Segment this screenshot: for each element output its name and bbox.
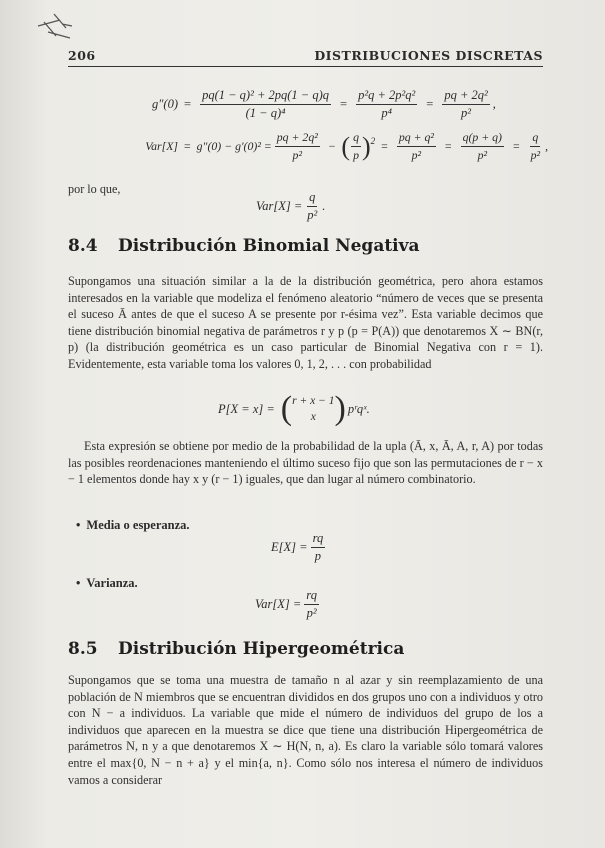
eq-lhs: g″(0) xyxy=(151,97,178,111)
bullet-media xyxy=(76,518,190,533)
section-heading-8-5 xyxy=(68,639,404,659)
denominator: p xyxy=(353,148,359,162)
denominator: p² xyxy=(411,148,422,162)
fraction xyxy=(304,588,319,621)
fraction xyxy=(356,88,417,121)
denominator: p² xyxy=(461,106,472,120)
eq-tail: , xyxy=(545,139,549,153)
denominator: p² xyxy=(306,606,317,620)
fraction xyxy=(305,190,319,223)
equation-mean xyxy=(271,531,328,564)
eq-sign: = xyxy=(184,97,192,111)
equation-g-second-derivative xyxy=(118,88,496,121)
page-number: 206 xyxy=(68,48,96,63)
por-lo-que-text: por lo que, xyxy=(68,182,121,196)
denominator: p xyxy=(314,549,322,563)
binomial-coefficient xyxy=(281,392,346,426)
numerator: q(p + q) xyxy=(461,130,504,147)
numerator: pq + 2q² xyxy=(275,130,320,147)
numerator: pq + q² xyxy=(397,130,436,147)
equation-variance-result xyxy=(256,190,325,223)
eq-sign: = xyxy=(426,97,434,111)
eq-sign: = xyxy=(444,139,452,153)
section-title: Distribución Hipergeométrica xyxy=(118,639,405,659)
paragraph-binomial-negativa: Supongamos una situación similar a la de la distribución geométrica, pero ahora estamos interesados en la variable que modeliza el fenómeno aleatorio “número de veces que se presenta el suceso Ā antes de que el suceso A se presente por r-ésima vez”. Esta variable decimos que tiene distribución binomial negativa de parámetros r y p (p = P(A)) que denotaremos X ∼ BN(r, p) (la distribución geométrica es un caso particular de Binomial Negativa con r = 1). Evidentemente, esta variable toma los valores 0, 1, 2, . . . con probabilidad xyxy=(68,274,543,371)
eq-sign: = xyxy=(513,139,520,153)
eq-tail: , xyxy=(492,97,496,111)
left-paren: ( xyxy=(280,390,293,427)
numerator: pq + 2q² xyxy=(442,88,489,105)
section-number: 8.4 xyxy=(68,236,98,256)
section-heading-8-4 xyxy=(68,236,420,256)
bullet-label: Varianza. xyxy=(86,576,138,590)
eq-sign: = xyxy=(381,139,388,153)
running-title: DISTRIBUCIONES DISCRETAS xyxy=(314,48,543,63)
eq-lhs: Var[X] xyxy=(145,139,178,153)
pen-mark-icon xyxy=(36,8,76,42)
numerator: p²q + 2p²q² xyxy=(356,88,417,105)
denominator: (1 − q)⁴ xyxy=(245,106,286,120)
denominator: p² xyxy=(530,148,541,162)
bullet-varianza xyxy=(76,576,138,591)
binom-top: r + x − 1 xyxy=(292,395,335,407)
numerator: q xyxy=(307,190,317,207)
eq-expression: g″(0) − g′(0)² = xyxy=(196,139,272,153)
equation-pmf-binomial-negativa xyxy=(218,392,370,426)
binom-bottom: x xyxy=(310,411,316,423)
fraction xyxy=(200,88,331,121)
numerator: rq xyxy=(304,588,319,605)
fraction xyxy=(311,531,326,564)
bullet-icon: • xyxy=(76,576,81,590)
eq-tail: . xyxy=(322,199,326,213)
left-paren: ( xyxy=(341,131,351,161)
paragraph-upla: Esta expresión se obtiene por medio de la probabilidad de la upla (Ā, x, Ā, A, r, A) por todas las posibles reordenaciones manteniendo el último suceso fijo que son las permutaciones de r − x − 1 elementos donde hay x y (r − 1) iguales, que dan lugar al número combinatorio. xyxy=(68,439,543,487)
numerator: q xyxy=(530,130,540,147)
numerator: pq(1 − q)² + 2pq(1 − q)q xyxy=(200,88,331,105)
minus-sign: − xyxy=(328,139,336,153)
eq-sign: = xyxy=(184,139,191,153)
exponent: 2 xyxy=(370,136,376,146)
right-paren: ) xyxy=(334,390,346,427)
fraction xyxy=(442,88,489,121)
bullet-label: Media o esperanza. xyxy=(86,518,190,532)
right-paren: ) xyxy=(362,131,371,161)
denominator: p² xyxy=(292,148,302,162)
eq-lhs: E[X] = xyxy=(271,540,308,554)
fraction xyxy=(275,130,320,163)
eq-lhs: P[X = x] = xyxy=(218,401,275,416)
equation-variance-derivation xyxy=(100,130,548,163)
section-number: 8.5 xyxy=(68,639,98,659)
fraction xyxy=(529,130,542,163)
paragraph-hipergeometrica: Supongamos que se toma una muestra de tamaño n al azar y sin reemplazamiento de una población de N miembros que se encuentran divididos en dos grupos uno con a individuos y otro con N − a individuos. La variable que mide el número de individuos del grupo de los a individuos que aparecen en la muestra se dice que tiene una distribución Hipergeométrica de parámetros N, n y a que denotaremos X ∼ H(N, n, a). Es claro la variable sólo tomará valores entre el max{0, N − n + a} y el min{a, n}. Como sólo nos interesa el número de individuos vamos a considerar xyxy=(68,673,543,787)
binom-body xyxy=(292,393,334,425)
numerator: rq xyxy=(311,531,326,548)
fraction xyxy=(351,130,361,163)
denominator: p² xyxy=(477,148,487,162)
denominator: p⁴ xyxy=(381,106,392,120)
fraction xyxy=(397,130,436,163)
equation-variance-binomial-negativa xyxy=(255,588,322,621)
bullet-icon: • xyxy=(76,518,81,532)
eq-rhs: pʳqˣ. xyxy=(347,401,370,416)
running-header xyxy=(68,48,543,67)
eq-sign: = xyxy=(340,97,348,111)
section-title: Distribución Binomial Negativa xyxy=(118,236,420,256)
eq-lhs: Var[X] = xyxy=(255,597,302,611)
numerator: q xyxy=(351,130,361,147)
eq-lhs: Var[X] = xyxy=(256,199,303,213)
denominator: p² xyxy=(307,208,318,222)
fraction xyxy=(461,130,504,163)
